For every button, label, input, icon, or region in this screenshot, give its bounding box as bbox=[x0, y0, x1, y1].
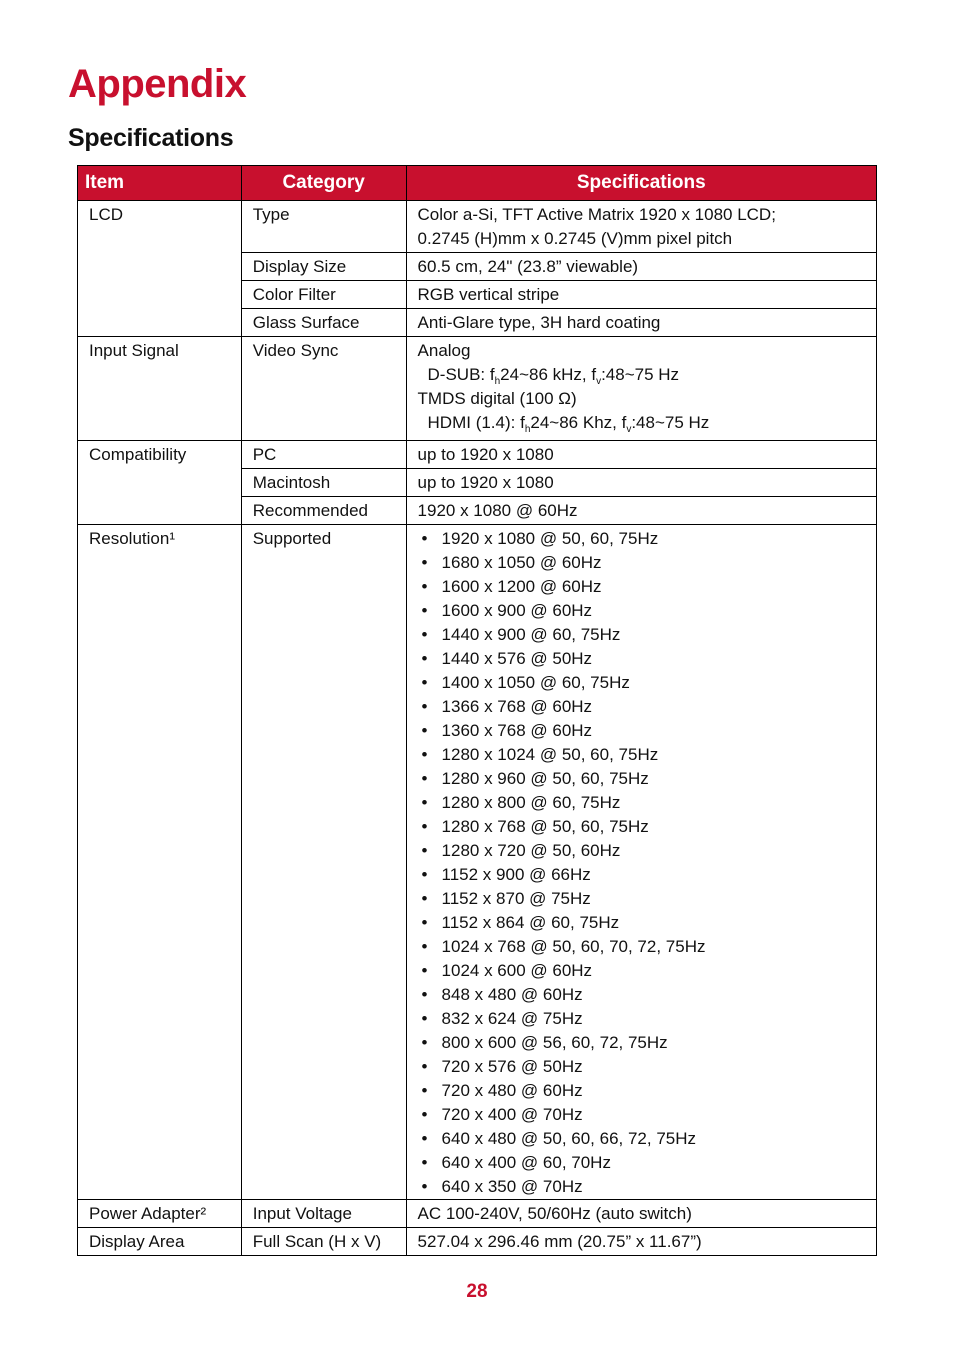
page-title: Appendix bbox=[68, 62, 247, 106]
resolution-mode-item: • 1152 x 864 @ 60, 75Hz bbox=[418, 911, 866, 935]
spec-line: 0.2745 (H)mm x 0.2745 (V)mm pixel pitch bbox=[417, 229, 733, 248]
category-cell bbox=[241, 309, 406, 337]
header-category: Category bbox=[241, 166, 406, 201]
spec-tmds: TMDS digital (100 Ω) bbox=[417, 389, 577, 408]
spec-cell bbox=[406, 497, 876, 525]
category-label: Color Filter bbox=[252, 285, 336, 304]
resolution-mode-item: • 640 x 480 @ 50, 60, 66, 72, 75Hz bbox=[418, 1127, 866, 1151]
spec-line: Anti-Glare type, 3H hard coating bbox=[417, 313, 661, 332]
resolution-mode-item: • 720 x 480 @ 60Hz bbox=[418, 1079, 866, 1103]
spec-line: 1920 x 1080 @ 60Hz bbox=[417, 501, 578, 520]
table-row bbox=[78, 441, 877, 469]
spec-hdmi: HDMI (1.4): $f_h24\sim 86$ Khz, $f_v:48\sim 75$ Hz bbox=[427, 413, 710, 435]
spec-cell bbox=[406, 253, 876, 281]
resolution-mode-item: • 1440 x 576 @ 50Hz bbox=[418, 647, 866, 671]
resolution-mode-item: • 1440 x 900 @ 60, 75Hz bbox=[418, 623, 866, 647]
spec-line: up to 1920 x 1080 bbox=[417, 445, 554, 464]
table-header-row bbox=[78, 166, 877, 201]
table-row bbox=[78, 337, 877, 441]
resolution-mode-item: • 640 x 400 @ 60, 70Hz bbox=[418, 1151, 866, 1175]
category-label: Display Size bbox=[252, 257, 347, 276]
category-label: PC bbox=[252, 445, 277, 464]
resolution-mode-item: • 1920 x 1080 @ 50, 60, 75Hz bbox=[418, 527, 866, 551]
item-cell bbox=[78, 525, 242, 1200]
category-label: Video Sync bbox=[252, 341, 339, 360]
item-cell bbox=[78, 1228, 242, 1256]
category-label: Input Voltage bbox=[252, 1204, 352, 1223]
item-cell bbox=[78, 337, 242, 441]
category-label: Macintosh bbox=[252, 473, 331, 492]
header-item: Item bbox=[78, 166, 242, 201]
spec-cell bbox=[406, 525, 876, 1200]
item-lcd: LCD bbox=[89, 205, 124, 224]
category-label: Recommended bbox=[252, 501, 368, 520]
spec-cell bbox=[406, 441, 876, 469]
resolution-mode-item: • 1600 x 1200 @ 60Hz bbox=[418, 575, 866, 599]
category-cell bbox=[241, 441, 406, 469]
category-cell bbox=[241, 497, 406, 525]
spec-cell bbox=[406, 469, 876, 497]
resolution-mode-item: • 1600 x 900 @ 60Hz bbox=[418, 599, 866, 623]
spec-line: up to 1920 x 1080 bbox=[417, 473, 554, 492]
category-cell bbox=[241, 525, 406, 1200]
resolution-mode-item: • 832 x 624 @ 75Hz bbox=[418, 1007, 866, 1031]
section-heading: Specifications bbox=[68, 124, 234, 152]
spec-cell bbox=[406, 337, 876, 441]
spec-line: RGB vertical stripe bbox=[417, 285, 560, 304]
specifications-table bbox=[77, 165, 877, 1256]
resolution-mode-item: • 1280 x 960 @ 50, 60, 75Hz bbox=[418, 767, 866, 791]
spec-cell bbox=[406, 1200, 876, 1228]
resolution-mode-item: • 1152 x 900 @ 66Hz bbox=[418, 863, 866, 887]
category-cell bbox=[241, 201, 406, 253]
spec-line: 60.5 cm, 24" (23.8” viewable) bbox=[417, 257, 639, 276]
category-cell bbox=[241, 281, 406, 309]
resolution-mode-item: • 1400 x 1050 @ 60, 75Hz bbox=[418, 671, 866, 695]
resolution-mode-item: • 1360 x 768 @ 60Hz bbox=[418, 719, 866, 743]
resolution-mode-item: • 720 x 576 @ 50Hz bbox=[418, 1055, 866, 1079]
page-number: 28 bbox=[466, 1281, 488, 1302]
category-cell bbox=[241, 469, 406, 497]
category-label: Type bbox=[252, 205, 290, 224]
category-cell bbox=[241, 337, 406, 441]
category-cell bbox=[241, 1228, 406, 1256]
resolution-mode-item: • 1024 x 768 @ 50, 60, 70, 72, 75Hz bbox=[418, 935, 866, 959]
category-cell bbox=[241, 1200, 406, 1228]
resolution-mode-item: • 1280 x 800 @ 60, 75Hz bbox=[418, 791, 866, 815]
item-resolution: Resolution¹ bbox=[89, 529, 175, 548]
resolution-mode-item: • 1280 x 1024 @ 50, 60, 75Hz bbox=[418, 743, 866, 767]
item-cell bbox=[78, 441, 242, 525]
table-row bbox=[78, 201, 877, 253]
spec-cell bbox=[406, 1228, 876, 1256]
item-cell bbox=[78, 1200, 242, 1228]
table-row bbox=[78, 525, 877, 1200]
resolution-mode-item: • 1366 x 768 @ 60Hz bbox=[418, 695, 866, 719]
resolution-mode-item: • 1280 x 768 @ 50, 60, 75Hz bbox=[418, 815, 866, 839]
item-power-adapter: Power Adapter² bbox=[89, 1204, 207, 1223]
resolution-mode-item: • 1024 x 600 @ 60Hz bbox=[418, 959, 866, 983]
resolution-mode-item: • 848 x 480 @ 60Hz bbox=[418, 983, 866, 1007]
category-label: Full Scan (H x V) bbox=[252, 1232, 382, 1251]
header-specifications: Specifications bbox=[406, 166, 876, 201]
spec-line: 527.04 x 296.46 mm (20.75” x 11.67”) bbox=[417, 1232, 702, 1251]
table-row bbox=[78, 1228, 877, 1256]
item-cell bbox=[78, 201, 242, 337]
spec-cell bbox=[406, 281, 876, 309]
category-label: Glass Surface bbox=[252, 313, 360, 332]
item-input-signal: Input Signal bbox=[89, 341, 179, 360]
table-row bbox=[78, 1200, 877, 1228]
resolution-mode-item: • 800 x 600 @ 56, 60, 72, 75Hz bbox=[418, 1031, 866, 1055]
item-compatibility: Compatibility bbox=[89, 445, 187, 464]
category-cell bbox=[241, 253, 406, 281]
spec-cell bbox=[406, 309, 876, 337]
resolution-mode-item: • 1280 x 720 @ 50, 60Hz bbox=[418, 839, 866, 863]
spec-line: Color a-Si, TFT Active Matrix 1920 x 1080 LCD; bbox=[417, 205, 776, 224]
resolution-mode-item: • 720 x 400 @ 70Hz bbox=[418, 1103, 866, 1127]
spec-analog: Analog bbox=[417, 341, 471, 360]
resolution-list bbox=[418, 527, 866, 1199]
resolution-mode-item: • 640 x 350 @ 70Hz bbox=[418, 1175, 866, 1199]
category-label: Supported bbox=[252, 529, 332, 548]
spec-dsub: D-SUB: $f_h24\sim 86$ kHz, $f_v:48\sim 75$ Hz bbox=[427, 365, 680, 387]
spec-line: AC 100-240V, 50/60Hz (auto switch) bbox=[417, 1204, 692, 1223]
spec-cell bbox=[406, 201, 876, 253]
item-display-area: Display Area bbox=[89, 1232, 185, 1251]
resolution-mode-item: • 1152 x 870 @ 75Hz bbox=[418, 887, 866, 911]
resolution-mode-item: • 1680 x 1050 @ 60Hz bbox=[418, 551, 866, 575]
